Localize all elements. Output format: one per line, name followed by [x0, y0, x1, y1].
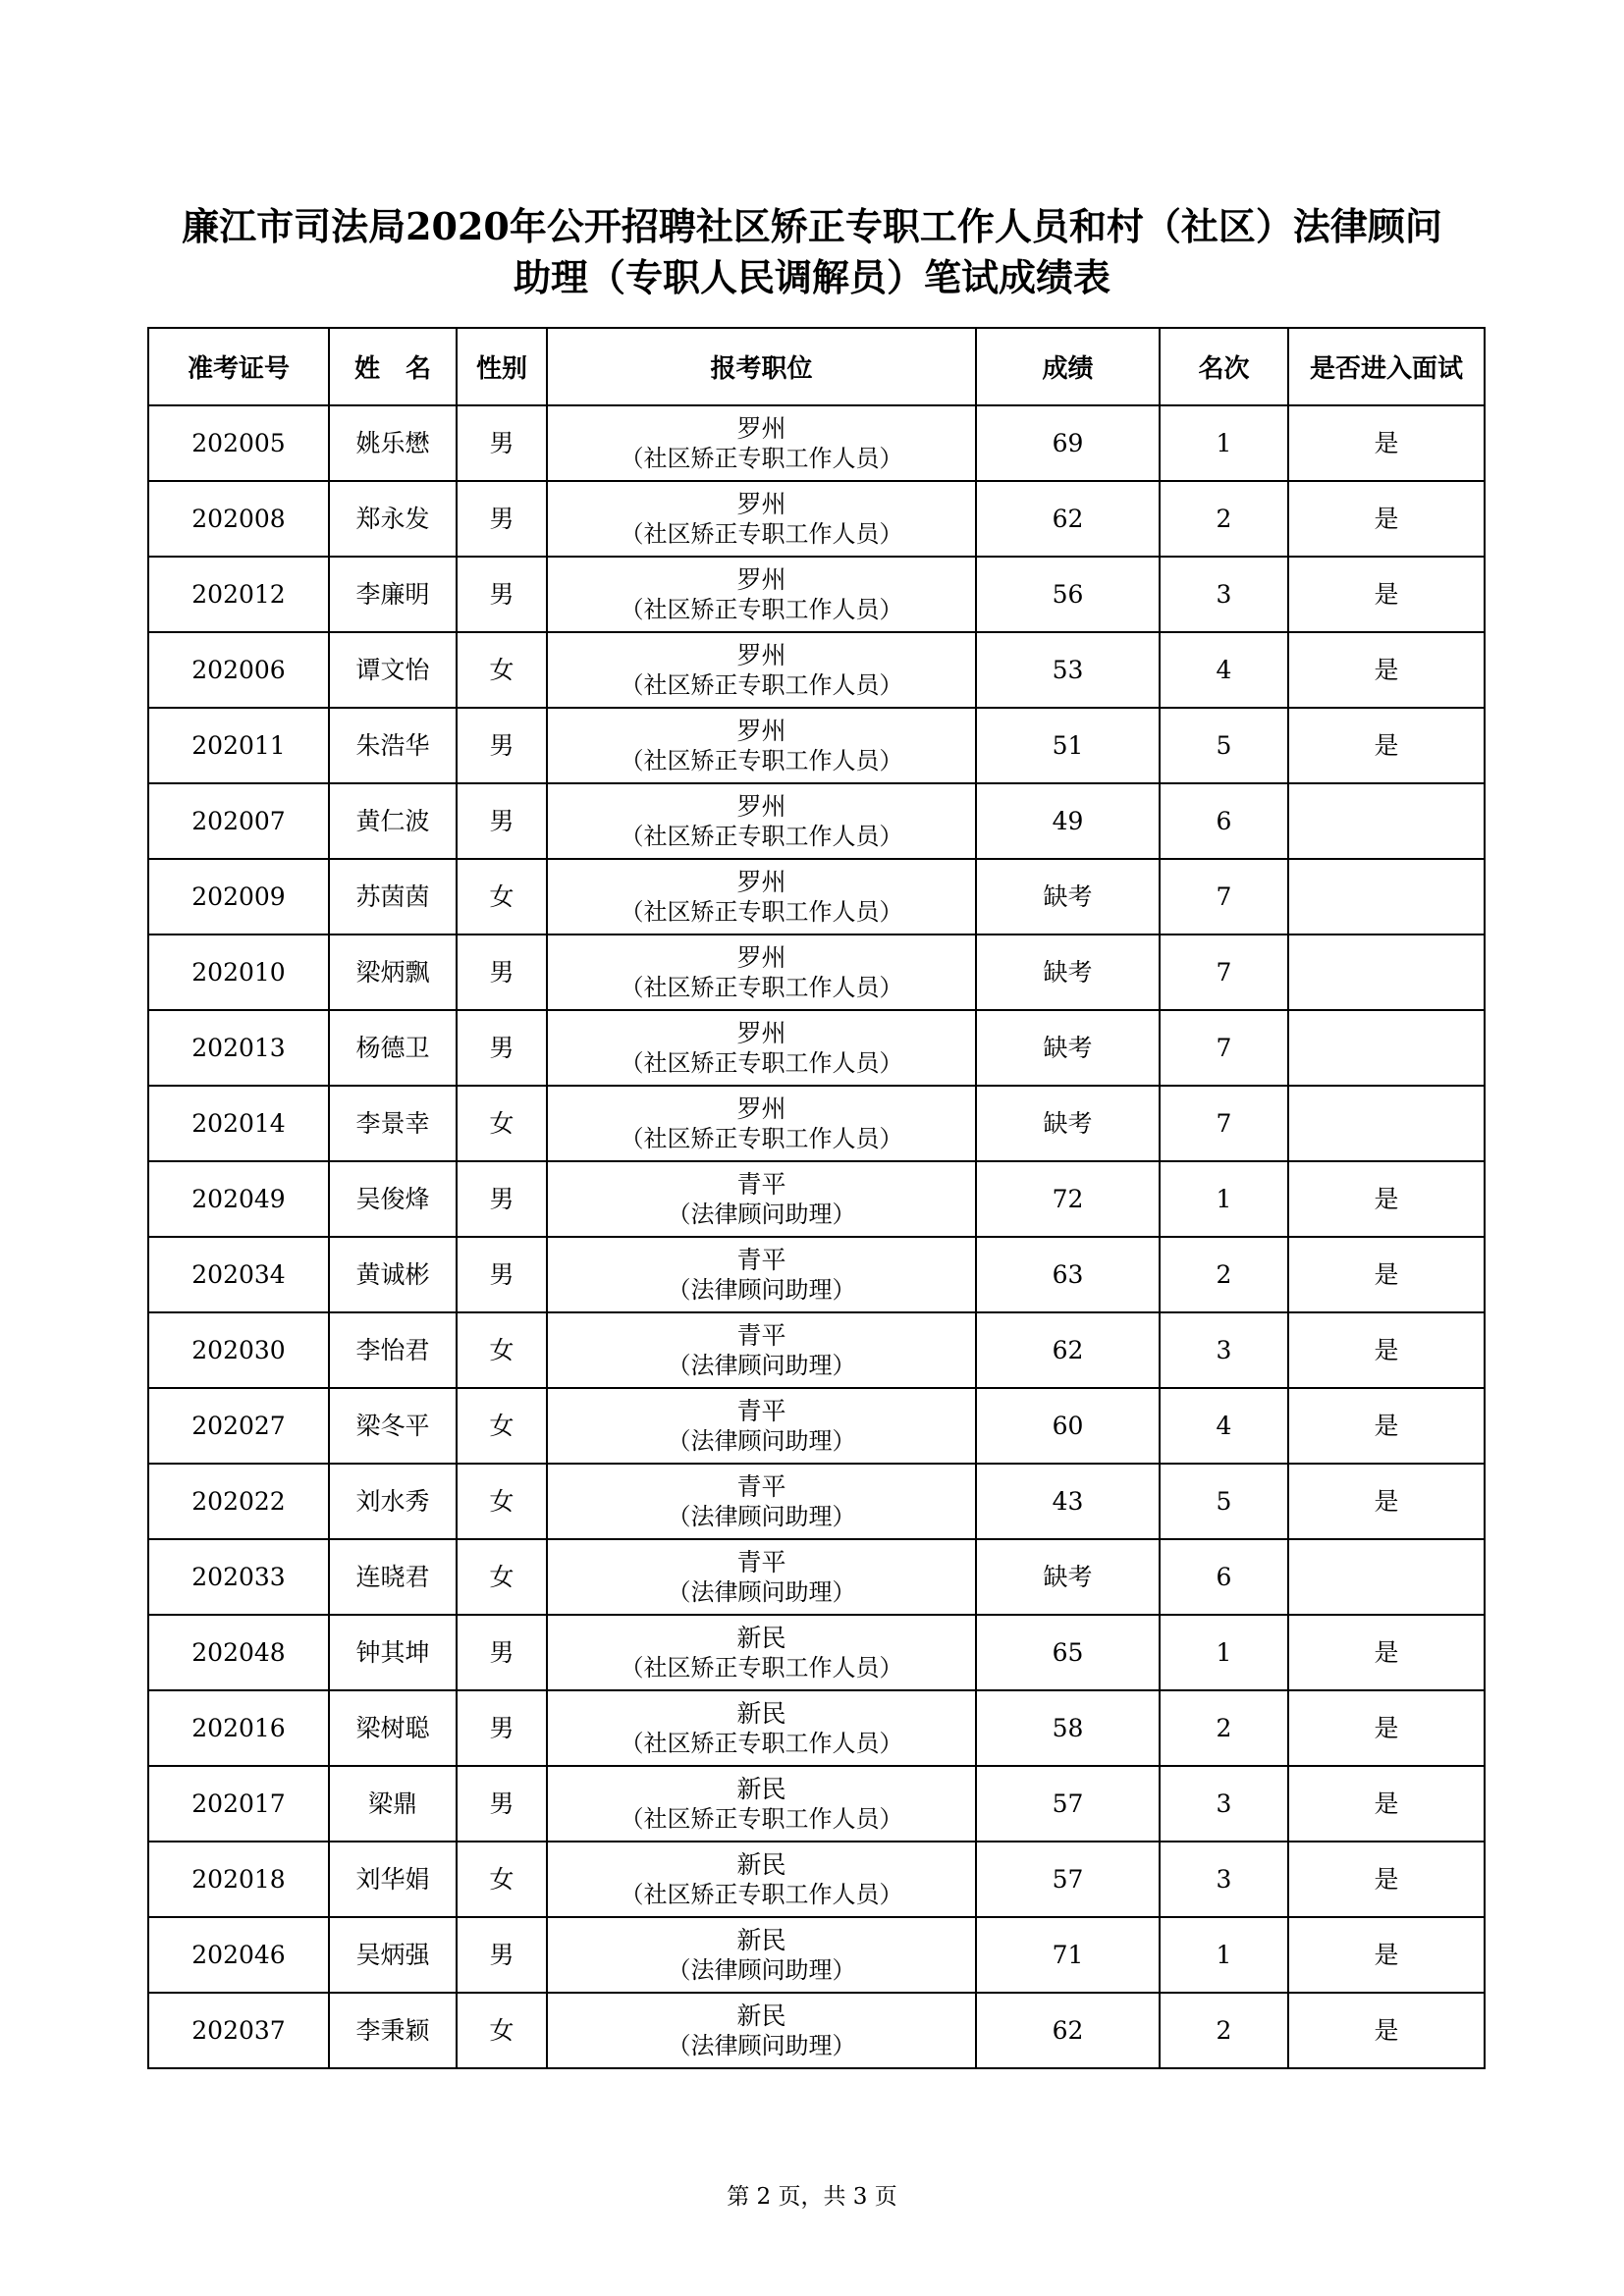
cell-exam-no: 202022 [148, 1464, 329, 1539]
cell-interview [1288, 783, 1485, 859]
cell-exam-no: 202005 [148, 405, 329, 481]
cell-exam-no: 202016 [148, 1690, 329, 1766]
cell-gender: 男 [457, 1917, 547, 1993]
table-row [148, 859, 1485, 934]
cell-rank: 5 [1160, 708, 1288, 783]
cell-interview [1288, 859, 1485, 934]
position-place: 青平 [736, 1169, 786, 1199]
title-line-1: 廉江市司法局2020年公开招聘社区矫正专职工作人员和村（社区）法律顾问 [182, 204, 1442, 248]
position-place: 罗州 [736, 791, 786, 821]
cell-name: 黄诚彬 [329, 1237, 457, 1312]
table-row [148, 1010, 1485, 1086]
cell-exam-no: 202009 [148, 859, 329, 934]
cell-position [547, 1766, 976, 1842]
cell-name: 吴俊烽 [329, 1161, 457, 1237]
cell-name: 梁冬平 [329, 1388, 457, 1464]
cell-rank: 1 [1160, 1917, 1288, 1993]
cell-name: 梁炳飘 [329, 934, 457, 1010]
cell-position [547, 783, 976, 859]
cell-gender: 男 [457, 557, 547, 632]
cell-gender: 女 [457, 1539, 547, 1615]
position-place: 罗州 [736, 413, 786, 443]
cell-score: 63 [976, 1237, 1160, 1312]
cell-rank: 7 [1160, 934, 1288, 1010]
cell-exam-no: 202033 [148, 1539, 329, 1615]
table-row [148, 1464, 1485, 1539]
position-role: （法律顾问助理） [667, 1275, 856, 1304]
cell-exam-no: 202037 [148, 1993, 329, 2068]
cell-gender: 男 [457, 783, 547, 859]
cell-rank: 1 [1160, 405, 1288, 481]
page-footer: 第 2 页，共 3 页 [727, 2184, 897, 2210]
cell-name: 刘水秀 [329, 1464, 457, 1539]
cell-exam-no: 202013 [148, 1010, 329, 1086]
cell-exam-no: 202014 [148, 1086, 329, 1161]
cell-rank: 2 [1160, 1993, 1288, 2068]
cell-position [547, 1842, 976, 1917]
cell-gender: 女 [457, 1086, 547, 1161]
position-place: 新民 [736, 1623, 786, 1652]
cell-interview: 是 [1288, 1917, 1485, 1993]
cell-position [547, 405, 976, 481]
cell-position [547, 1237, 976, 1312]
position-place: 罗州 [736, 564, 786, 594]
position-role: （社区矫正专职工作人员） [620, 822, 903, 850]
cell-rank: 1 [1160, 1615, 1288, 1690]
cell-position [547, 1993, 976, 2068]
header-score: 成绩 [976, 328, 1160, 405]
cell-position [547, 1917, 976, 1993]
cell-exam-no: 202030 [148, 1312, 329, 1388]
table-row [148, 1842, 1485, 1917]
cell-name: 钟其坤 [329, 1615, 457, 1690]
position-role: （社区矫正专职工作人员） [620, 1880, 903, 1908]
cell-position [547, 557, 976, 632]
cell-interview [1288, 934, 1485, 1010]
table-row [148, 1993, 1485, 2068]
cell-position [547, 1388, 976, 1464]
cell-rank: 4 [1160, 1388, 1288, 1464]
position-place: 新民 [736, 2001, 786, 2030]
cell-position [547, 1464, 976, 1539]
cell-rank: 2 [1160, 1690, 1288, 1766]
table-row [148, 1690, 1485, 1766]
cell-exam-no: 202012 [148, 557, 329, 632]
position-place: 罗州 [736, 1018, 786, 1047]
position-place: 青平 [736, 1245, 786, 1274]
cell-score: 62 [976, 1312, 1160, 1388]
cell-rank: 6 [1160, 1539, 1288, 1615]
position-role: （社区矫正专职工作人员） [620, 670, 903, 699]
cell-exam-no: 202006 [148, 632, 329, 708]
cell-interview: 是 [1288, 1312, 1485, 1388]
position-role: （法律顾问助理） [667, 2031, 856, 2059]
cell-gender: 男 [457, 1161, 547, 1237]
cell-rank: 5 [1160, 1464, 1288, 1539]
cell-name: 吴炳强 [329, 1917, 457, 1993]
cell-exam-no: 202027 [148, 1388, 329, 1464]
cell-gender: 男 [457, 481, 547, 557]
position-role: （社区矫正专职工作人员） [620, 973, 903, 1001]
cell-name: 刘华娟 [329, 1842, 457, 1917]
table-row [148, 1917, 1485, 1993]
cell-gender: 女 [457, 1312, 547, 1388]
cell-name: 郑永发 [329, 481, 457, 557]
cell-interview: 是 [1288, 1161, 1485, 1237]
position-place: 新民 [736, 1774, 786, 1803]
cell-name: 李景幸 [329, 1086, 457, 1161]
cell-interview: 是 [1288, 632, 1485, 708]
cell-interview: 是 [1288, 481, 1485, 557]
cell-score: 缺考 [976, 1010, 1160, 1086]
cell-gender: 男 [457, 1010, 547, 1086]
table-row [148, 934, 1485, 1010]
header-exam-no: 准考证号 [148, 328, 329, 405]
cell-score: 57 [976, 1842, 1160, 1917]
cell-score: 65 [976, 1615, 1160, 1690]
header-position: 报考职位 [547, 328, 976, 405]
cell-position [547, 632, 976, 708]
cell-gender: 男 [457, 1615, 547, 1690]
table-row [148, 1237, 1485, 1312]
table-row [148, 1539, 1485, 1615]
cell-exam-no: 202048 [148, 1615, 329, 1690]
position-place: 罗州 [736, 489, 786, 518]
page-title [0, 201, 1624, 303]
position-role: （法律顾问助理） [667, 1502, 856, 1530]
table-header-row [148, 328, 1485, 405]
table-row [148, 405, 1485, 481]
cell-gender: 男 [457, 1690, 547, 1766]
cell-name: 李廉明 [329, 557, 457, 632]
position-role: （社区矫正专职工作人员） [620, 595, 903, 623]
cell-rank: 2 [1160, 481, 1288, 557]
title-line-2: 助理（专职人民调解员）笔试成绩表 [513, 255, 1110, 299]
cell-name: 连晓君 [329, 1539, 457, 1615]
cell-rank: 3 [1160, 1766, 1288, 1842]
position-role: （社区矫正专职工作人员） [620, 1124, 903, 1152]
cell-score: 72 [976, 1161, 1160, 1237]
cell-rank: 3 [1160, 557, 1288, 632]
cell-name: 谭文怡 [329, 632, 457, 708]
cell-score: 71 [976, 1917, 1160, 1993]
cell-interview: 是 [1288, 1766, 1485, 1842]
header-interview: 是否进入面试 [1288, 328, 1485, 405]
position-role: （法律顾问助理） [667, 1577, 856, 1606]
cell-gender: 男 [457, 1766, 547, 1842]
cell-rank: 6 [1160, 783, 1288, 859]
table-row [148, 1766, 1485, 1842]
cell-interview: 是 [1288, 708, 1485, 783]
cell-rank: 7 [1160, 1010, 1288, 1086]
header-name: 姓 名 [329, 328, 457, 405]
cell-score: 缺考 [976, 1539, 1160, 1615]
header-rank: 名次 [1160, 328, 1288, 405]
cell-rank: 3 [1160, 1842, 1288, 1917]
table-row [148, 1086, 1485, 1161]
position-role: （社区矫正专职工作人员） [620, 746, 903, 774]
position-place: 青平 [736, 1396, 786, 1425]
cell-score: 57 [976, 1766, 1160, 1842]
position-role: （社区矫正专职工作人员） [620, 1653, 903, 1682]
position-role: （法律顾问助理） [667, 1200, 856, 1228]
position-role: （法律顾问助理） [667, 1351, 856, 1379]
cell-position [547, 1086, 976, 1161]
cell-interview: 是 [1288, 1237, 1485, 1312]
cell-position [547, 859, 976, 934]
cell-name: 朱浩华 [329, 708, 457, 783]
cell-rank: 7 [1160, 1086, 1288, 1161]
cell-gender: 女 [457, 1842, 547, 1917]
cell-score: 62 [976, 1993, 1160, 2068]
cell-exam-no: 202046 [148, 1917, 329, 1993]
cell-position [547, 1161, 976, 1237]
cell-position [547, 1312, 976, 1388]
table-row [148, 632, 1485, 708]
cell-gender: 男 [457, 405, 547, 481]
cell-interview: 是 [1288, 1690, 1485, 1766]
cell-gender: 女 [457, 1464, 547, 1539]
position-place: 新民 [736, 1698, 786, 1728]
cell-score: 69 [976, 405, 1160, 481]
cell-name: 苏茵茵 [329, 859, 457, 934]
cell-score: 51 [976, 708, 1160, 783]
cell-score: 43 [976, 1464, 1160, 1539]
cell-rank: 4 [1160, 632, 1288, 708]
header-gender: 性别 [457, 328, 547, 405]
table-body [148, 405, 1485, 2068]
cell-interview: 是 [1288, 405, 1485, 481]
cell-score: 53 [976, 632, 1160, 708]
position-place: 青平 [736, 1320, 786, 1350]
cell-rank: 7 [1160, 859, 1288, 934]
cell-gender: 女 [457, 859, 547, 934]
cell-exam-no: 202011 [148, 708, 329, 783]
position-role: （社区矫正专职工作人员） [620, 519, 903, 548]
score-table [147, 327, 1486, 2069]
cell-name: 梁鼎 [329, 1766, 457, 1842]
table-row [148, 557, 1485, 632]
cell-gender: 女 [457, 1993, 547, 2068]
table-row [148, 481, 1485, 557]
position-place: 新民 [736, 1849, 786, 1879]
position-place: 罗州 [736, 867, 786, 896]
cell-interview [1288, 1539, 1485, 1615]
position-role: （社区矫正专职工作人员） [620, 444, 903, 472]
cell-interview: 是 [1288, 1842, 1485, 1917]
cell-gender: 女 [457, 632, 547, 708]
position-place: 青平 [736, 1471, 786, 1501]
cell-score: 62 [976, 481, 1160, 557]
cell-position [547, 1539, 976, 1615]
cell-name: 杨德卫 [329, 1010, 457, 1086]
position-place: 罗州 [736, 942, 786, 972]
cell-interview: 是 [1288, 1615, 1485, 1690]
cell-score: 缺考 [976, 859, 1160, 934]
cell-name: 李怡君 [329, 1312, 457, 1388]
position-place: 新民 [736, 1925, 786, 1954]
cell-score: 58 [976, 1690, 1160, 1766]
cell-position [547, 1010, 976, 1086]
cell-score: 60 [976, 1388, 1160, 1464]
table-row [148, 1161, 1485, 1237]
cell-exam-no: 202007 [148, 783, 329, 859]
cell-interview: 是 [1288, 1464, 1485, 1539]
cell-name: 梁树聪 [329, 1690, 457, 1766]
cell-exam-no: 202010 [148, 934, 329, 1010]
cell-exam-no: 202008 [148, 481, 329, 557]
position-place: 罗州 [736, 716, 786, 745]
cell-name: 黄仁波 [329, 783, 457, 859]
position-role: （社区矫正专职工作人员） [620, 1804, 903, 1833]
position-role: （社区矫正专职工作人员） [620, 1729, 903, 1757]
table-row [148, 1388, 1485, 1464]
position-role: （法律顾问助理） [667, 1955, 856, 1984]
cell-interview: 是 [1288, 1388, 1485, 1464]
cell-exam-no: 202034 [148, 1237, 329, 1312]
cell-gender: 女 [457, 1388, 547, 1464]
cell-interview [1288, 1010, 1485, 1086]
cell-score: 缺考 [976, 1086, 1160, 1161]
position-role: （社区矫正专职工作人员） [620, 897, 903, 926]
cell-exam-no: 202017 [148, 1766, 329, 1842]
cell-position [547, 934, 976, 1010]
table-row [148, 1615, 1485, 1690]
cell-rank: 1 [1160, 1161, 1288, 1237]
cell-rank: 3 [1160, 1312, 1288, 1388]
cell-position [547, 481, 976, 557]
position-role: （法律顾问助理） [667, 1426, 856, 1455]
cell-gender: 男 [457, 1237, 547, 1312]
cell-score: 56 [976, 557, 1160, 632]
position-place: 青平 [736, 1547, 786, 1576]
cell-gender: 男 [457, 934, 547, 1010]
cell-name: 李秉颖 [329, 1993, 457, 2068]
table-row [148, 708, 1485, 783]
cell-position [547, 1690, 976, 1766]
table-row [148, 1312, 1485, 1388]
position-place: 罗州 [736, 640, 786, 669]
cell-name: 姚乐懋 [329, 405, 457, 481]
cell-interview: 是 [1288, 557, 1485, 632]
cell-exam-no: 202049 [148, 1161, 329, 1237]
cell-exam-no: 202018 [148, 1842, 329, 1917]
cell-interview [1288, 1086, 1485, 1161]
cell-gender: 男 [457, 708, 547, 783]
position-role: （社区矫正专职工作人员） [620, 1048, 903, 1077]
cell-interview: 是 [1288, 1993, 1485, 2068]
cell-position [547, 1615, 976, 1690]
cell-score: 49 [976, 783, 1160, 859]
position-place: 罗州 [736, 1094, 786, 1123]
table-row [148, 783, 1485, 859]
cell-rank: 2 [1160, 1237, 1288, 1312]
cell-score: 缺考 [976, 934, 1160, 1010]
cell-position [547, 708, 976, 783]
